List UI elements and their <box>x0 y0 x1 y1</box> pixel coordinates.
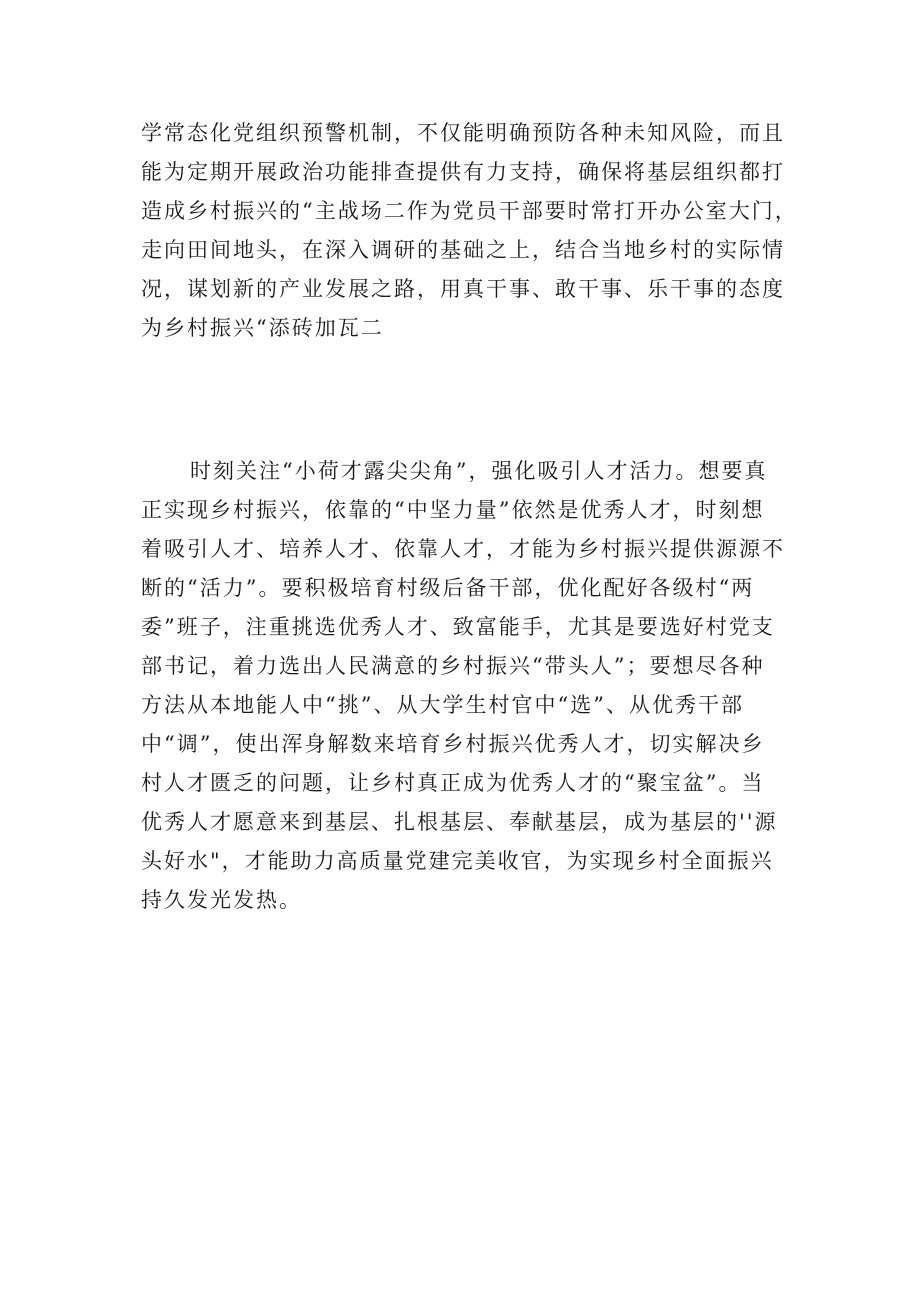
text-line: 村人才匮乏的问题，让乡村真正成为优秀人才的“聚宝盆”。当 <box>141 771 765 795</box>
text-line: 况，谋划新的产业发展之路，用真干事、敢干事、乐干事的态度 <box>141 277 785 301</box>
text-line: 中“调”，使出浑身解数来培育乡村振兴优秀人才，切实解决乡 <box>141 732 765 756</box>
text-line: 委”班子，注重挑选优秀人才、致富能手，尤其是要选好村党支 <box>141 615 775 639</box>
text-line: 优秀人才愿意来到基层、扎根基层、奉献基层，成为基层的''源 <box>141 810 778 834</box>
text-line: 造成乡村振兴的“主战场二作为党员干部要时常打开办公室大门， <box>141 199 798 223</box>
text-line: 断的“活力”。要积极培育村级后备干部，优化配好各级村“两 <box>141 576 755 600</box>
text-line: 学常态化党组织预警机制，不仅能明确预防各种未知风险，而且 <box>141 121 785 145</box>
text-line: 方法从本地能人中“挑”、从大学生村官中“选”、从优秀干部 <box>141 693 744 717</box>
text-line: 着吸引人才、培养人才、依靠人才，才能为乡村振兴提供源源不 <box>141 537 785 561</box>
text-line: 走向田间地头，在深入调研的基础之上，结合当地乡村的实际情 <box>141 238 785 262</box>
text-line: 部书记，着力选出人民满意的乡村振兴“带头人”；要想尽各种 <box>141 654 765 678</box>
text-line: 正实现乡村振兴，依靠的“中坚力量”依然是优秀人才，时刻想 <box>141 498 765 522</box>
paragraph-1 <box>141 114 801 348</box>
text-line: 能为定期开展政治功能排查提供有力支持，确保将基层组织都打 <box>141 160 785 184</box>
text-line: 持久发光发热。 <box>141 888 302 912</box>
text-line: 头好水"，才能助力高质量党建完美收官，为实现乡村全面振兴 <box>141 849 774 873</box>
text-line: 为乡村振兴“添砖加瓦二 <box>141 316 384 340</box>
paragraph-2 <box>141 452 801 920</box>
text-line-first: 时刻关注“小荷才露尖尖角”，强化吸引人才活力。想要真 <box>190 459 768 483</box>
